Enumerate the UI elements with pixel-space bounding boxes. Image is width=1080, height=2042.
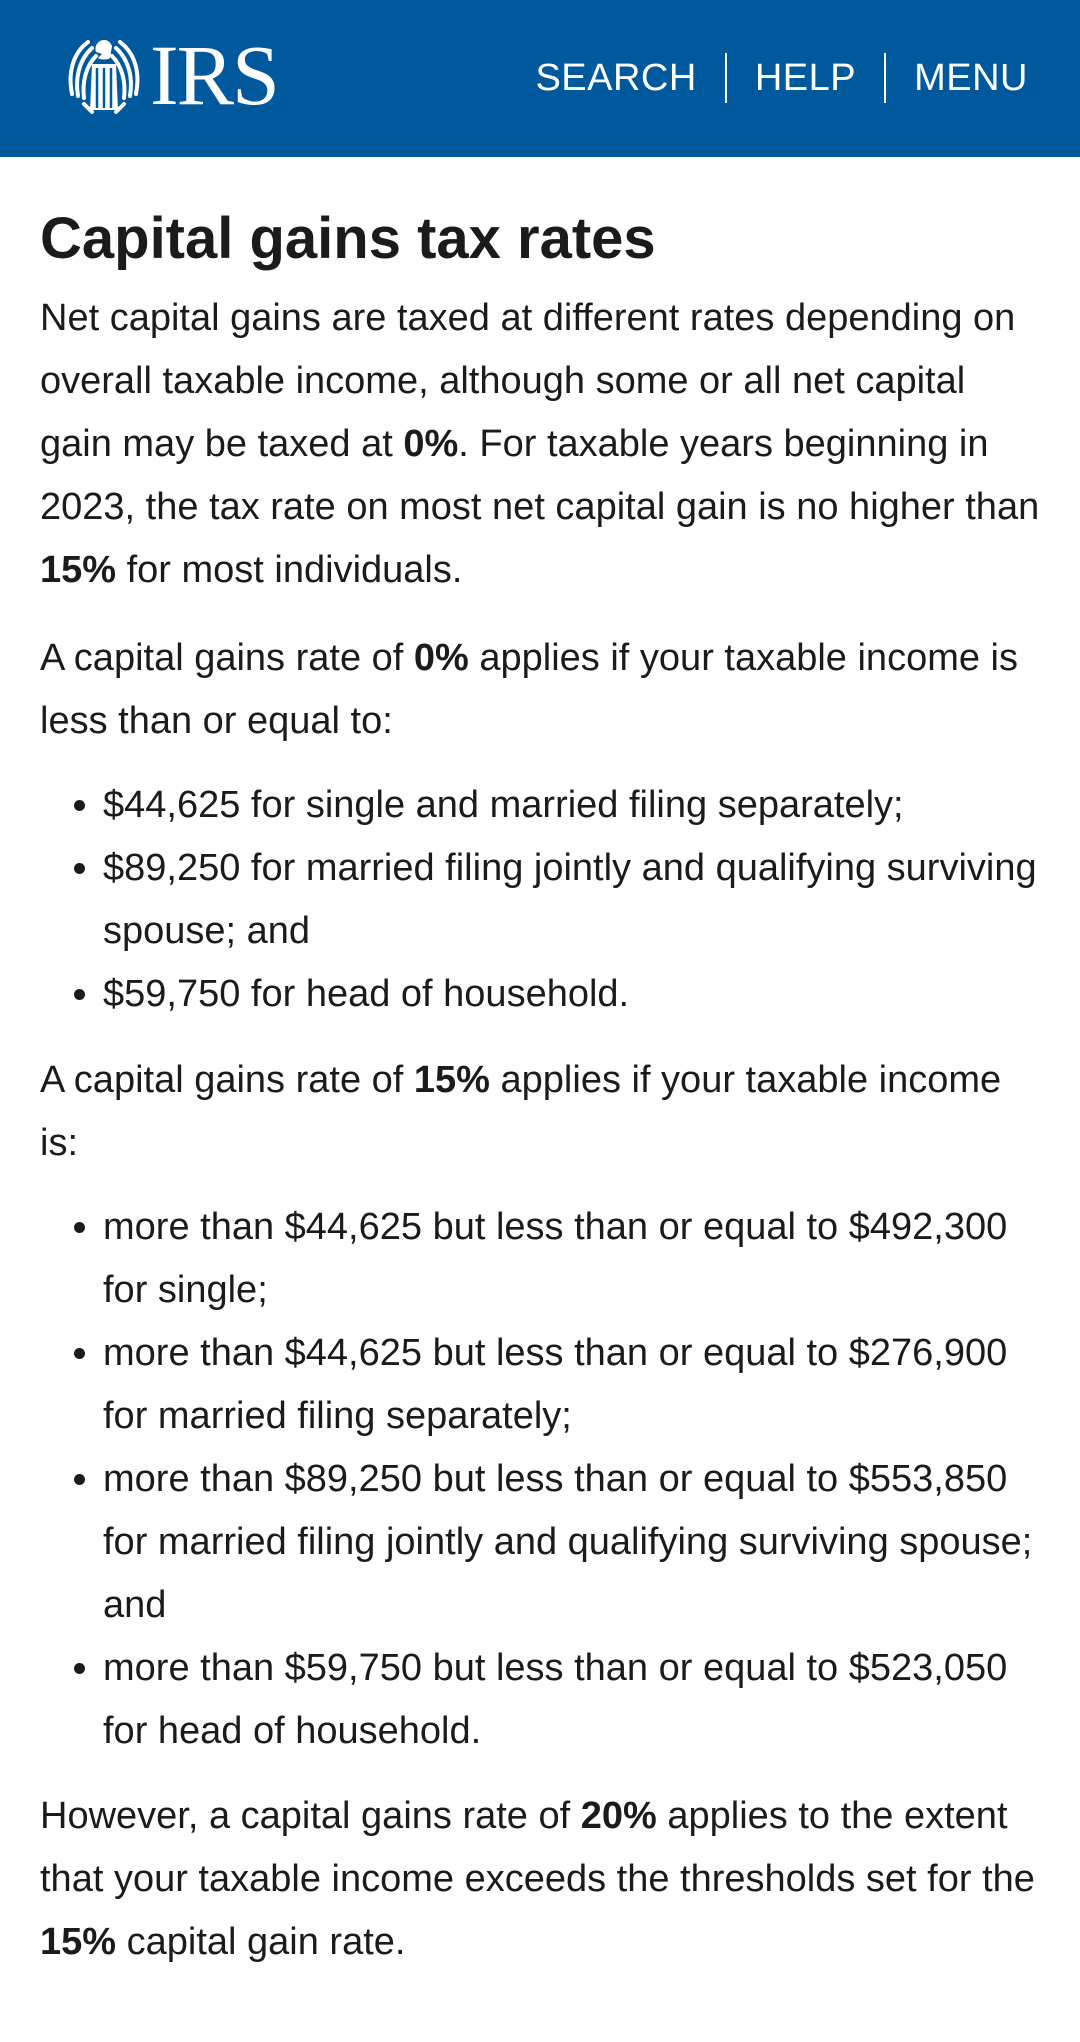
list-item: • $44,625 for single and married filing separately; — [103, 774, 1040, 837]
zero-rate-paragraph: A capital gains rate of 0% applies if your taxable income is less than or equal to: — [40, 637, 1018, 742]
help-link[interactable]: HELP — [754, 57, 857, 99]
search-link[interactable]: SEARCH — [535, 57, 697, 99]
list-item: • more than $44,625 but less than or equal to $276,900 for married filing separately; — [103, 1322, 1040, 1448]
zero-rate-list — [40, 774, 1040, 1026]
list-item: • more than $59,750 but less than or equal to $523,050 for head of household. — [103, 1637, 1040, 1763]
menu-link[interactable]: MENU — [914, 57, 1028, 99]
header-nav — [507, 53, 1028, 103]
intro-paragraph: Net capital gains are taxed at different rates depending on overall taxable income, although some or all net capital gain may be taxed at 0%. For taxable years beginning in 2023, the tax rate on most net capital gain is no higher than 15% for most individuals. — [40, 297, 1040, 591]
fifteen-rate-list — [40, 1196, 1040, 1763]
main-content — [0, 203, 1080, 1974]
fifteen-rate-paragraph: A capital gains rate of 15% applies if your taxable income is: — [40, 1059, 1002, 1164]
twenty-rate-paragraph: However, a capital gains rate of 20% applies to the extent that your taxable income exceeds the thresholds set for the 15% capital gain rate. — [40, 1795, 1035, 1963]
eagle-icon — [62, 34, 146, 116]
list-item: • $89,250 for married filing jointly and qualifying surviving spouse; and — [103, 837, 1040, 963]
list-item: • $59,750 for head of household. — [103, 963, 1040, 1026]
page-title: Capital gains tax rates — [40, 206, 656, 271]
irs-logo[interactable] — [62, 27, 278, 123]
list-item: • more than $44,625 but less than or equal to $492,300 for single; — [103, 1196, 1040, 1322]
logo-text: IRS — [150, 27, 278, 123]
list-item: • more than $89,250 but less than or equal to $553,850 for married filing jointly and qualifying surviving spouse; and — [103, 1448, 1040, 1637]
site-header — [0, 0, 1080, 157]
